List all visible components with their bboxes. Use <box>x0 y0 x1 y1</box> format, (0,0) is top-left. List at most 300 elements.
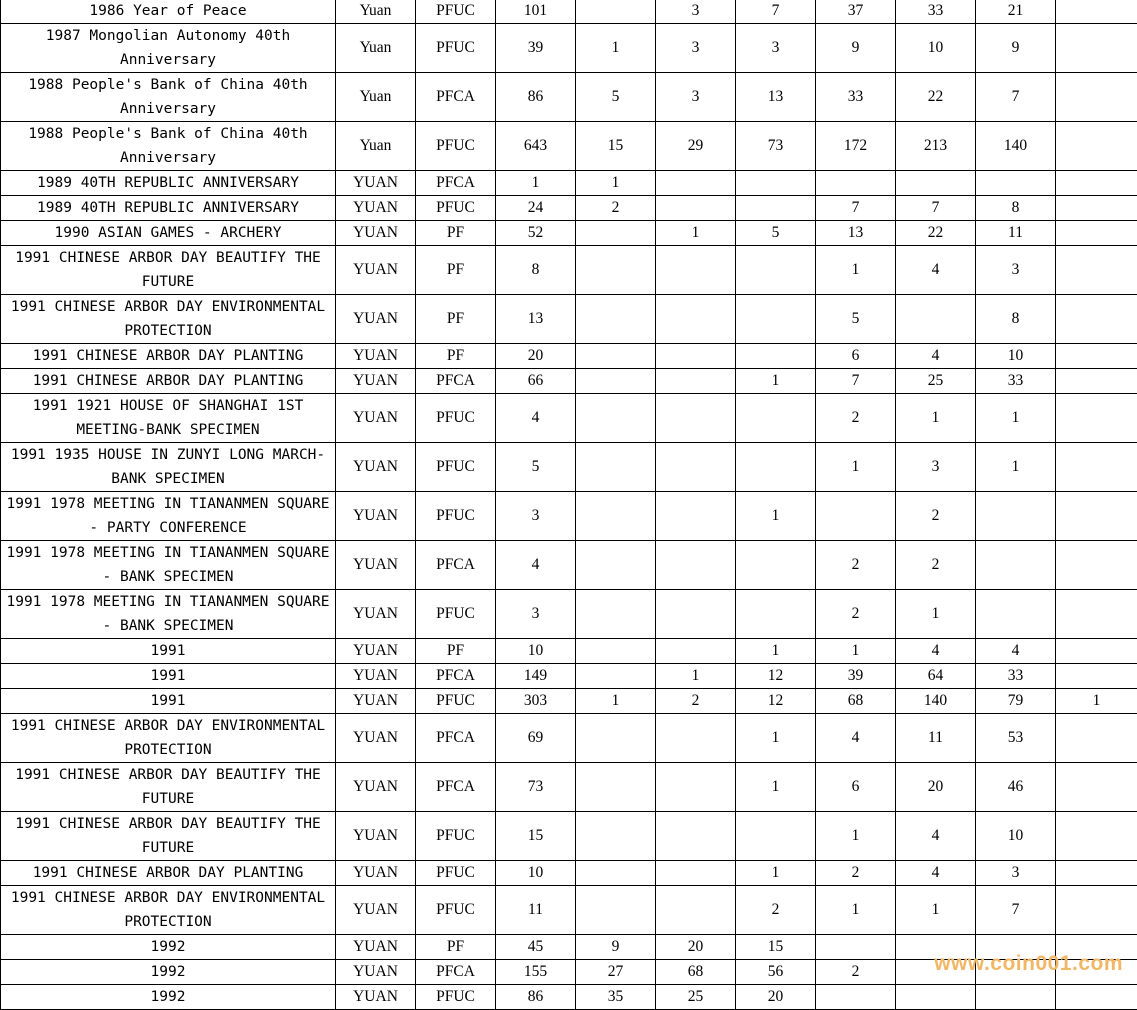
table-row[interactable] <box>1 344 1137 369</box>
coin-name-cell[interactable]: 1991 <box>1 689 336 714</box>
count-cell[interactable]: 1 <box>976 394 1056 443</box>
grade-cell[interactable]: PFUC <box>416 812 496 861</box>
count-cell[interactable]: 1 <box>736 763 816 812</box>
coin-name-cell[interactable]: 1991 CHINESE ARBOR DAY PLANTING <box>1 369 336 394</box>
grade-cell[interactable]: PFUC <box>416 196 496 221</box>
grade-cell[interactable]: PFUC <box>416 394 496 443</box>
count-cell[interactable] <box>896 171 976 196</box>
count-cell[interactable]: 1 <box>1056 689 1137 714</box>
count-cell[interactable] <box>656 369 736 394</box>
count-cell[interactable] <box>1056 886 1137 935</box>
count-cell[interactable]: 9 <box>976 24 1056 73</box>
table-row[interactable] <box>1 122 1137 171</box>
unit-cell[interactable]: Yuan <box>336 73 416 122</box>
count-cell[interactable] <box>576 443 656 492</box>
unit-cell[interactable]: YUAN <box>336 443 416 492</box>
count-cell[interactable]: 56 <box>736 960 816 985</box>
coin-name-cell[interactable]: 1988 People's Bank of China 40th Anniversary <box>1 73 336 122</box>
count-cell[interactable]: 1 <box>896 886 976 935</box>
coin-name-cell[interactable]: 1987 Mongolian Autonomy 40th Anniversary <box>1 24 336 73</box>
count-cell[interactable]: 12 <box>736 689 816 714</box>
unit-cell[interactable]: YUAN <box>336 935 416 960</box>
count-cell[interactable] <box>656 394 736 443</box>
grade-cell[interactable]: PFUC <box>416 689 496 714</box>
count-cell[interactable]: 1 <box>896 394 976 443</box>
coin-name-cell[interactable]: 1992 <box>1 960 336 985</box>
count-cell[interactable] <box>816 985 896 1010</box>
count-cell[interactable] <box>576 541 656 590</box>
count-cell[interactable] <box>576 369 656 394</box>
grade-cell[interactable]: PFUC <box>416 492 496 541</box>
count-cell[interactable] <box>656 492 736 541</box>
unit-cell[interactable]: YUAN <box>336 861 416 886</box>
total-cell[interactable]: 15 <box>496 812 576 861</box>
count-cell[interactable]: 1 <box>816 639 896 664</box>
count-cell[interactable]: 4 <box>896 812 976 861</box>
coin-name-cell[interactable]: 1989 40TH REPUBLIC ANNIVERSARY <box>1 196 336 221</box>
count-cell[interactable]: 4 <box>896 246 976 295</box>
count-cell[interactable]: 1 <box>736 861 816 886</box>
count-cell[interactable] <box>656 196 736 221</box>
count-cell[interactable] <box>816 935 896 960</box>
count-cell[interactable]: 25 <box>896 369 976 394</box>
count-cell[interactable] <box>976 935 1056 960</box>
grade-cell[interactable]: PFUC <box>416 985 496 1010</box>
count-cell[interactable]: 1 <box>656 221 736 246</box>
count-cell[interactable] <box>1056 394 1137 443</box>
coin-name-cell[interactable]: 1991 1935 HOUSE IN ZUNYI LONG MARCH-BANK SPECIMEN <box>1 443 336 492</box>
total-cell[interactable]: 4 <box>496 394 576 443</box>
grade-cell[interactable]: PF <box>416 295 496 344</box>
count-cell[interactable]: 1 <box>976 443 1056 492</box>
count-cell[interactable] <box>656 886 736 935</box>
count-cell[interactable]: 1 <box>576 689 656 714</box>
grade-cell[interactable]: PF <box>416 221 496 246</box>
total-cell[interactable]: 4 <box>496 541 576 590</box>
grade-cell[interactable]: PFCA <box>416 664 496 689</box>
total-cell[interactable]: 101 <box>496 0 576 24</box>
coin-name-cell[interactable]: 1991 1978 MEETING IN TIANANMEN SQUARE - BANK SPECIMEN <box>1 590 336 639</box>
table-row[interactable] <box>1 295 1137 344</box>
table-row[interactable] <box>1 541 1137 590</box>
count-cell[interactable]: 8 <box>976 196 1056 221</box>
count-cell[interactable]: 4 <box>816 714 896 763</box>
coin-name-cell[interactable]: 1991 <box>1 639 336 664</box>
grade-cell[interactable]: PFCA <box>416 73 496 122</box>
count-cell[interactable]: 4 <box>896 639 976 664</box>
count-cell[interactable]: 20 <box>736 985 816 1010</box>
coin-name-cell[interactable]: 1992 <box>1 985 336 1010</box>
count-cell[interactable] <box>736 344 816 369</box>
count-cell[interactable]: 46 <box>976 763 1056 812</box>
count-cell[interactable]: 9 <box>576 935 656 960</box>
count-cell[interactable] <box>1056 24 1137 73</box>
grade-cell[interactable]: PF <box>416 246 496 295</box>
total-cell[interactable]: 24 <box>496 196 576 221</box>
count-cell[interactable]: 22 <box>896 221 976 246</box>
unit-cell[interactable]: YUAN <box>336 246 416 295</box>
count-cell[interactable] <box>976 590 1056 639</box>
count-cell[interactable]: 140 <box>976 122 1056 171</box>
count-cell[interactable] <box>816 492 896 541</box>
count-cell[interactable] <box>1056 985 1137 1010</box>
count-cell[interactable]: 1 <box>736 639 816 664</box>
total-cell[interactable]: 5 <box>496 443 576 492</box>
unit-cell[interactable]: YUAN <box>336 985 416 1010</box>
unit-cell[interactable]: YUAN <box>336 295 416 344</box>
count-cell[interactable] <box>896 985 976 1010</box>
unit-cell[interactable]: YUAN <box>336 639 416 664</box>
coin-name-cell[interactable]: 1991 CHINESE ARBOR DAY BEAUTIFY THE FUTURE <box>1 246 336 295</box>
count-cell[interactable]: 7 <box>736 0 816 24</box>
grade-cell[interactable]: PFCA <box>416 541 496 590</box>
total-cell[interactable]: 3 <box>496 590 576 639</box>
count-cell[interactable] <box>656 812 736 861</box>
unit-cell[interactable]: YUAN <box>336 541 416 590</box>
count-cell[interactable]: 3 <box>976 861 1056 886</box>
table-row[interactable] <box>1 985 1137 1010</box>
count-cell[interactable]: 2 <box>816 394 896 443</box>
unit-cell[interactable]: YUAN <box>336 344 416 369</box>
unit-cell[interactable]: YUAN <box>336 196 416 221</box>
count-cell[interactable]: 172 <box>816 122 896 171</box>
count-cell[interactable]: 6 <box>816 344 896 369</box>
count-cell[interactable] <box>656 246 736 295</box>
unit-cell[interactable]: YUAN <box>336 394 416 443</box>
table-row[interactable] <box>1 960 1137 985</box>
count-cell[interactable]: 10 <box>976 812 1056 861</box>
coin-name-cell[interactable]: 1991 CHINESE ARBOR DAY BEAUTIFY THE FUTURE <box>1 763 336 812</box>
table-row[interactable] <box>1 763 1137 812</box>
count-cell[interactable] <box>1056 935 1137 960</box>
count-cell[interactable]: 53 <box>976 714 1056 763</box>
count-cell[interactable] <box>1056 590 1137 639</box>
count-cell[interactable]: 29 <box>656 122 736 171</box>
unit-cell[interactable]: YUAN <box>336 960 416 985</box>
total-cell[interactable]: 73 <box>496 763 576 812</box>
table-row[interactable] <box>1 886 1137 935</box>
count-cell[interactable]: 1 <box>576 171 656 196</box>
total-cell[interactable]: 3 <box>496 492 576 541</box>
count-cell[interactable] <box>576 812 656 861</box>
count-cell[interactable]: 4 <box>896 344 976 369</box>
coin-name-cell[interactable]: 1991 1978 MEETING IN TIANANMEN SQUARE - PARTY CONFERENCE <box>1 492 336 541</box>
total-cell[interactable]: 643 <box>496 122 576 171</box>
coin-name-cell[interactable]: 1991 CHINESE ARBOR DAY ENVIRONMENTAL PROTECTION <box>1 886 336 935</box>
count-cell[interactable] <box>976 985 1056 1010</box>
unit-cell[interactable]: Yuan <box>336 0 416 24</box>
count-cell[interactable]: 1 <box>816 246 896 295</box>
count-cell[interactable]: 2 <box>896 541 976 590</box>
count-cell[interactable] <box>976 541 1056 590</box>
count-cell[interactable] <box>1056 861 1137 886</box>
grade-cell[interactable]: PFUC <box>416 122 496 171</box>
count-cell[interactable]: 68 <box>656 960 736 985</box>
table-row[interactable] <box>1 812 1137 861</box>
total-cell[interactable]: 52 <box>496 221 576 246</box>
count-cell[interactable]: 1 <box>816 443 896 492</box>
count-cell[interactable] <box>576 0 656 24</box>
coin-name-cell[interactable]: 1991 CHINESE ARBOR DAY PLANTING <box>1 344 336 369</box>
coin-name-cell[interactable]: 1991 1921 HOUSE OF SHANGHAI 1ST MEETING-BANK SPECIMEN <box>1 394 336 443</box>
count-cell[interactable] <box>576 861 656 886</box>
total-cell[interactable]: 8 <box>496 246 576 295</box>
count-cell[interactable]: 15 <box>736 935 816 960</box>
count-cell[interactable] <box>1056 122 1137 171</box>
count-cell[interactable] <box>1056 344 1137 369</box>
count-cell[interactable] <box>656 541 736 590</box>
grade-cell[interactable]: PFCA <box>416 763 496 812</box>
count-cell[interactable] <box>976 171 1056 196</box>
total-cell[interactable]: 155 <box>496 960 576 985</box>
count-cell[interactable]: 25 <box>656 985 736 1010</box>
count-cell[interactable]: 3 <box>656 0 736 24</box>
table-row[interactable] <box>1 443 1137 492</box>
coin-name-cell[interactable]: 1991 1978 MEETING IN TIANANMEN SQUARE - BANK SPECIMEN <box>1 541 336 590</box>
count-cell[interactable]: 13 <box>736 73 816 122</box>
coin-name-cell[interactable]: 1992 <box>1 935 336 960</box>
count-cell[interactable] <box>736 541 816 590</box>
count-cell[interactable]: 73 <box>736 122 816 171</box>
grade-cell[interactable]: PF <box>416 639 496 664</box>
count-cell[interactable]: 33 <box>976 664 1056 689</box>
coin-name-cell[interactable]: 1991 CHINESE ARBOR DAY PLANTING <box>1 861 336 886</box>
count-cell[interactable]: 5 <box>576 73 656 122</box>
count-cell[interactable]: 2 <box>816 861 896 886</box>
count-cell[interactable] <box>1056 0 1137 24</box>
count-cell[interactable] <box>1056 246 1137 295</box>
table-row[interactable] <box>1 0 1137 24</box>
table-row[interactable] <box>1 196 1137 221</box>
count-cell[interactable]: 5 <box>816 295 896 344</box>
count-cell[interactable]: 13 <box>816 221 896 246</box>
count-cell[interactable] <box>576 763 656 812</box>
total-cell[interactable]: 20 <box>496 344 576 369</box>
count-cell[interactable] <box>656 639 736 664</box>
count-cell[interactable] <box>576 639 656 664</box>
count-cell[interactable] <box>736 812 816 861</box>
total-cell[interactable]: 86 <box>496 985 576 1010</box>
count-cell[interactable] <box>576 221 656 246</box>
table-row[interactable] <box>1 689 1137 714</box>
count-cell[interactable]: 7 <box>816 196 896 221</box>
count-cell[interactable]: 3 <box>896 443 976 492</box>
count-cell[interactable]: 3 <box>736 24 816 73</box>
count-cell[interactable]: 2 <box>656 689 736 714</box>
coin-name-cell[interactable]: 1991 CHINESE ARBOR DAY BEAUTIFY THE FUTURE <box>1 812 336 861</box>
grade-cell[interactable]: PF <box>416 935 496 960</box>
count-cell[interactable]: 20 <box>896 763 976 812</box>
count-cell[interactable] <box>656 295 736 344</box>
count-cell[interactable]: 4 <box>896 861 976 886</box>
count-cell[interactable] <box>1056 171 1137 196</box>
unit-cell[interactable]: YUAN <box>336 369 416 394</box>
total-cell[interactable]: 303 <box>496 689 576 714</box>
table-row[interactable] <box>1 394 1137 443</box>
count-cell[interactable] <box>576 492 656 541</box>
count-cell[interactable] <box>1056 714 1137 763</box>
count-cell[interactable] <box>896 935 976 960</box>
count-cell[interactable]: 3 <box>976 246 1056 295</box>
count-cell[interactable] <box>736 196 816 221</box>
count-cell[interactable]: 11 <box>896 714 976 763</box>
count-cell[interactable] <box>736 443 816 492</box>
count-cell[interactable]: 140 <box>896 689 976 714</box>
table-row[interactable] <box>1 664 1137 689</box>
count-cell[interactable]: 22 <box>896 73 976 122</box>
count-cell[interactable]: 33 <box>816 73 896 122</box>
table-row[interactable] <box>1 369 1137 394</box>
count-cell[interactable] <box>576 886 656 935</box>
coin-name-cell[interactable]: 1986 Year of Peace <box>1 0 336 24</box>
count-cell[interactable]: 11 <box>976 221 1056 246</box>
coin-name-cell[interactable]: 1991 <box>1 664 336 689</box>
total-cell[interactable]: 1 <box>496 171 576 196</box>
count-cell[interactable] <box>576 394 656 443</box>
count-cell[interactable] <box>736 590 816 639</box>
count-cell[interactable] <box>576 246 656 295</box>
table-row[interactable] <box>1 492 1137 541</box>
count-cell[interactable]: 7 <box>816 369 896 394</box>
count-cell[interactable]: 1 <box>896 590 976 639</box>
count-cell[interactable] <box>736 246 816 295</box>
count-cell[interactable]: 27 <box>576 960 656 985</box>
table-row[interactable] <box>1 861 1137 886</box>
count-cell[interactable] <box>1056 541 1137 590</box>
count-cell[interactable]: 1 <box>736 369 816 394</box>
table-row[interactable] <box>1 221 1137 246</box>
coin-name-cell[interactable]: 1989 40TH REPUBLIC ANNIVERSARY <box>1 171 336 196</box>
count-cell[interactable]: 10 <box>896 24 976 73</box>
count-cell[interactable]: 33 <box>976 369 1056 394</box>
count-cell[interactable] <box>576 295 656 344</box>
table-row[interactable] <box>1 171 1137 196</box>
count-cell[interactable] <box>736 394 816 443</box>
count-cell[interactable]: 1 <box>576 24 656 73</box>
unit-cell[interactable]: YUAN <box>336 664 416 689</box>
count-cell[interactable]: 15 <box>576 122 656 171</box>
count-cell[interactable] <box>656 714 736 763</box>
count-cell[interactable]: 79 <box>976 689 1056 714</box>
total-cell[interactable]: 66 <box>496 369 576 394</box>
count-cell[interactable] <box>656 590 736 639</box>
total-cell[interactable]: 86 <box>496 73 576 122</box>
count-cell[interactable] <box>736 171 816 196</box>
count-cell[interactable]: 35 <box>576 985 656 1010</box>
count-cell[interactable]: 7 <box>976 886 1056 935</box>
count-cell[interactable]: 7 <box>976 73 1056 122</box>
unit-cell[interactable]: YUAN <box>336 689 416 714</box>
count-cell[interactable]: 2 <box>816 960 896 985</box>
count-cell[interactable]: 1 <box>736 492 816 541</box>
count-cell[interactable] <box>896 960 976 985</box>
table-row[interactable] <box>1 639 1137 664</box>
coin-name-cell[interactable]: 1991 CHINESE ARBOR DAY ENVIRONMENTAL PROTECTION <box>1 714 336 763</box>
count-cell[interactable]: 64 <box>896 664 976 689</box>
total-cell[interactable]: 13 <box>496 295 576 344</box>
count-cell[interactable] <box>1056 73 1137 122</box>
unit-cell[interactable]: Yuan <box>336 122 416 171</box>
count-cell[interactable] <box>1056 221 1137 246</box>
table-row[interactable] <box>1 73 1137 122</box>
count-cell[interactable] <box>1056 369 1137 394</box>
count-cell[interactable]: 2 <box>896 492 976 541</box>
coin-name-cell[interactable]: 1990 ASIAN GAMES - ARCHERY <box>1 221 336 246</box>
count-cell[interactable]: 1 <box>816 886 896 935</box>
count-cell[interactable]: 8 <box>976 295 1056 344</box>
grade-cell[interactable]: PFCA <box>416 960 496 985</box>
count-cell[interactable] <box>656 171 736 196</box>
grade-cell[interactable]: PFCA <box>416 369 496 394</box>
grade-cell[interactable]: PFUC <box>416 886 496 935</box>
coin-name-cell[interactable]: 1988 People's Bank of China 40th Anniversary <box>1 122 336 171</box>
count-cell[interactable] <box>1056 443 1137 492</box>
unit-cell[interactable]: Yuan <box>336 24 416 73</box>
total-cell[interactable]: 39 <box>496 24 576 73</box>
grade-cell[interactable]: PF <box>416 344 496 369</box>
unit-cell[interactable]: YUAN <box>336 221 416 246</box>
grade-cell[interactable]: PFCA <box>416 171 496 196</box>
count-cell[interactable] <box>576 590 656 639</box>
count-cell[interactable] <box>1056 763 1137 812</box>
count-cell[interactable]: 33 <box>896 0 976 24</box>
count-cell[interactable] <box>976 492 1056 541</box>
count-cell[interactable] <box>1056 492 1137 541</box>
unit-cell[interactable]: YUAN <box>336 714 416 763</box>
unit-cell[interactable]: YUAN <box>336 171 416 196</box>
count-cell[interactable] <box>1056 639 1137 664</box>
count-cell[interactable]: 4 <box>976 639 1056 664</box>
count-cell[interactable] <box>896 295 976 344</box>
count-cell[interactable] <box>656 443 736 492</box>
count-cell[interactable]: 2 <box>736 886 816 935</box>
unit-cell[interactable]: YUAN <box>336 886 416 935</box>
total-cell[interactable]: 69 <box>496 714 576 763</box>
count-cell[interactable]: 2 <box>816 541 896 590</box>
grade-cell[interactable]: PFUC <box>416 590 496 639</box>
count-cell[interactable]: 37 <box>816 0 896 24</box>
table-row[interactable] <box>1 714 1137 763</box>
count-cell[interactable]: 1 <box>656 664 736 689</box>
count-cell[interactable]: 7 <box>896 196 976 221</box>
total-cell[interactable]: 10 <box>496 639 576 664</box>
count-cell[interactable] <box>1056 960 1137 985</box>
table-row[interactable] <box>1 24 1137 73</box>
unit-cell[interactable]: YUAN <box>336 763 416 812</box>
total-cell[interactable]: 11 <box>496 886 576 935</box>
count-cell[interactable]: 9 <box>816 24 896 73</box>
count-cell[interactable]: 21 <box>976 0 1056 24</box>
unit-cell[interactable]: YUAN <box>336 492 416 541</box>
count-cell[interactable]: 39 <box>816 664 896 689</box>
total-cell[interactable]: 45 <box>496 935 576 960</box>
grade-cell[interactable]: PFUC <box>416 24 496 73</box>
grade-cell[interactable]: PFUC <box>416 861 496 886</box>
table-row[interactable] <box>1 590 1137 639</box>
count-cell[interactable]: 5 <box>736 221 816 246</box>
count-cell[interactable] <box>576 664 656 689</box>
count-cell[interactable] <box>576 344 656 369</box>
count-cell[interactable] <box>1056 196 1137 221</box>
count-cell[interactable] <box>1056 295 1137 344</box>
total-cell[interactable]: 149 <box>496 664 576 689</box>
unit-cell[interactable]: YUAN <box>336 590 416 639</box>
count-cell[interactable] <box>576 714 656 763</box>
table-row[interactable] <box>1 935 1137 960</box>
count-cell[interactable]: 213 <box>896 122 976 171</box>
coin-name-cell[interactable]: 1991 CHINESE ARBOR DAY ENVIRONMENTAL PROTECTION <box>1 295 336 344</box>
count-cell[interactable]: 10 <box>976 344 1056 369</box>
